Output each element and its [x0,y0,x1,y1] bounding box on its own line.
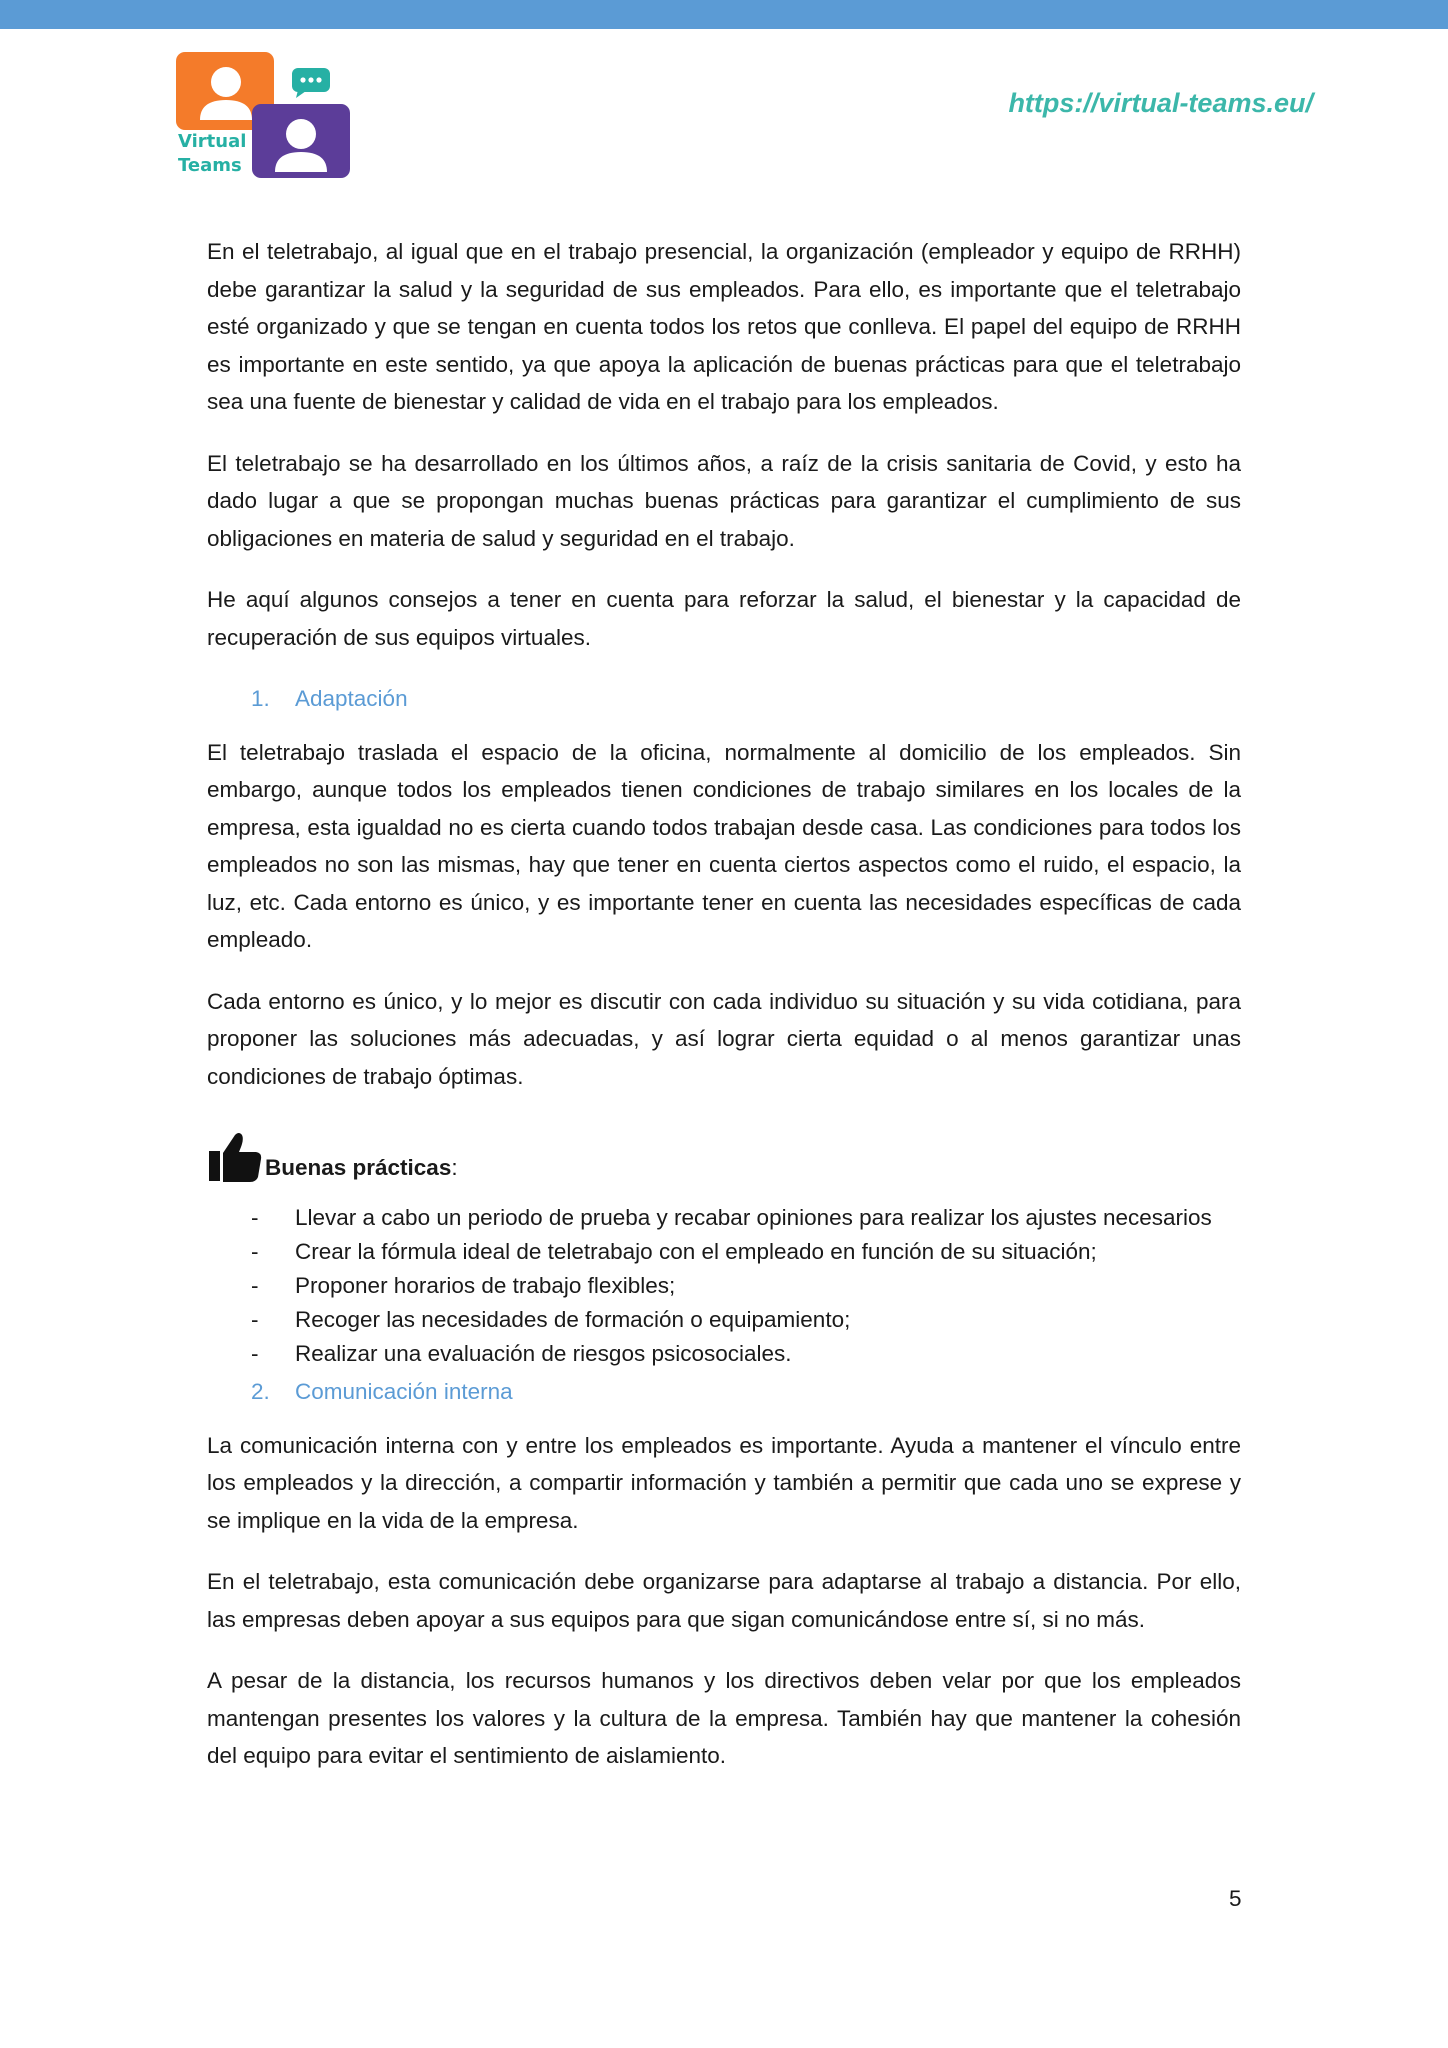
document-body [207,233,1241,1799]
virtual-teams-logo [176,52,352,180]
header-url-link[interactable]: https://virtual-teams.eu/ [1008,88,1313,118]
paragraph-covid: El teletrabajo se ha desarrollado en los últimos años, a raíz de la crisis sanitaria de Covid, y esto ha dado lugar a que se propongan muchas buenas prácticas para garantizar el cumplimiento de sus obligaciones en materia de salud y seguridad en el trabajo. [207,450,1241,551]
paragraph-adaptacion-2: Cada entorno es único, y lo mejor es discutir con cada individuo su situación y su vida cotidiana, para proponer las soluciones más adecuadas, y así lograr cierta equidad o al menos garantizar unas condiciones de trabajo óptimas. [207,988,1241,1089]
list-item: - Realizar una evaluación de riesgos psicosociales. [251,1341,792,1366]
page-number: 5 [1229,1886,1242,1911]
paragraph-comunicacion-3: A pesar de la distancia, los recursos humanos y los directivos deben velar por que los empleados mantengan presentes los valores y la cultura de la empresa. También hay que mantener la cohesión del equipo para evitar el sentimiento de aislamiento. [207,1668,1241,1768]
list-item: - Proponer horarios de trabajo flexibles; [251,1273,676,1298]
good-practices-header [207,1131,1241,1183]
logo-text [178,130,246,178]
heading-adaptacion [251,680,1241,718]
list-item: - Recoger las necesidades de formación o equipamiento; [251,1307,851,1332]
logo-line-2: Teams [178,155,242,176]
paragraph-adaptacion-1: El teletrabajo traslada el espacio de la oficina, normalmente al domicilio de los empleados. Sin embargo, aunque todos los empleados tienen condiciones de trabajo similares en los locales de la empresa, esta igualdad no es cierta cuando todos trabajan desde casa. Las condiciones para todos los empleados no son las mismas, hay que tener en cuenta ciertos aspectos como el ruido, el espacio, la luz, etc. Cada entorno es único, y es importante tener en cuenta las necesidades específicas de cada empleado. [207,739,1241,952]
paragraph-comunicacion-2: En el teletrabajo, esta comunicación debe organizarse para adaptarse al trabajo a distancia. Por ello, las empresas deben apoyar a sus equipos para que sigan comunicándose entre sí, si no más. [207,1569,1241,1632]
paragraph-tips: He aquí algunos consejos a tener en cuenta para reforzar la salud, el bienestar y la capacidad de recuperación de sus equipos virtuales. [207,587,1241,650]
heading-text: Adaptación [295,686,408,711]
list-item: - Crear la fórmula ideal de teletrabajo con el empleado en función de su situación; [251,1239,1097,1264]
thumbs-up-icon [207,1131,263,1183]
heading-text: Comunicación interna [295,1379,513,1404]
paragraph-intro: En el teletrabajo, al igual que en el trabajo presencial, la organización (empleador y equipo de RRHH) debe garantizar la salud y la seguridad de sus empleados. Para ello, es importante que el teletrabajo esté organizado y que se tengan en cuenta todos los retos que conlleva. El papel del equipo de RRHH es importante en este sentido, ya que apoya la aplicación de buenas prácticas para que el teletrabajo sea una fuente de bienestar y calidad de vida en el trabajo para los empleados. [207,239,1241,414]
good-practices-list [207,1201,1241,1371]
top-accent-bar [0,0,1448,29]
logo-line-1: Virtual [178,131,247,152]
good-practices-label: Buenas prácticas: [265,1155,458,1180]
heading-number: 2. [251,1379,270,1404]
paragraph-comunicacion-1: La comunicación interna con y entre los empleados es importante. Ayuda a mantener el vínculo entre los empleados y la dirección, a compartir información y también a permitir que cada uno se exprese y se implique en la vida de la empresa. [207,1432,1241,1533]
heading-number: 1. [251,686,270,711]
list-item: - Llevar a cabo un periodo de prueba y recabar opiniones para realizar los ajustes necesarios [251,1205,1212,1230]
heading-comunicacion [251,1373,1241,1411]
